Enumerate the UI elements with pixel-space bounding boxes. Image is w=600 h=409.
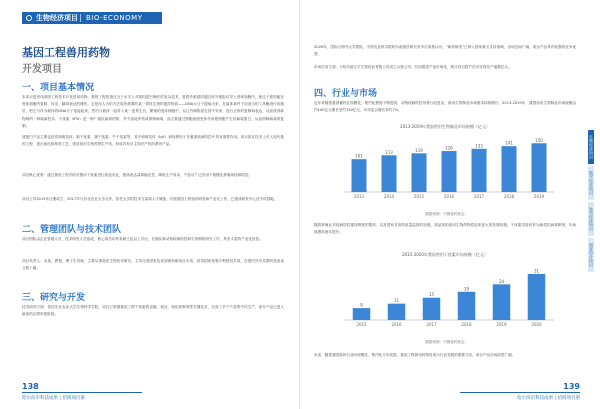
footer-line — [460, 392, 580, 393]
bar — [472, 149, 487, 192]
page-number: 138 — [22, 382, 39, 391]
bar-chart — [330, 132, 560, 202]
bar — [528, 274, 546, 320]
tick-label: 2018 — [461, 322, 472, 327]
section-heading-1: 一、项目基本情况 — [22, 83, 95, 93]
data-label: 141 — [505, 140, 513, 146]
side-tab[interactable]: 生物经济项目 — [588, 130, 594, 164]
bar — [382, 155, 397, 192]
paragraph: 球蛋白产品主要包括鸡卵黄抗体、狗干扰素、猪干扰素、牛干扰素等，其中卵黄抗体（IgY）和转移因子在畜禽疾病防控中具有重要作用。项目拟在技术上引入现代基因工程、蛋白纯化和制剂工艺，建设兽用生物药物生产线，形成具有自主知识产权的系列产品。 — [22, 135, 284, 147]
data-label: 119 — [415, 147, 423, 153]
data-label: 19 — [463, 286, 470, 292]
tick-label: 2017 — [473, 194, 485, 199]
data-label: 113 — [385, 149, 393, 155]
paragraph: 项目团队由企业管理人员、技术研发人员组成，核心成员均具有硕士及以上学历，长期从事动物疫病防控和生物制药研究工作，具有丰富的产业化经验。 — [22, 237, 263, 241]
data-label: 11 — [393, 298, 400, 304]
data-label: 24 — [498, 278, 505, 284]
bar — [458, 292, 476, 320]
bar — [353, 308, 371, 320]
chart-market-size — [330, 124, 560, 214]
page-title: 基因工程兽用药物 — [22, 46, 110, 59]
tick-label: 2017 — [426, 322, 437, 327]
paragraph: 2020年，国际与海外大学团队，中国农业科学院哈尔滨兽医研究所多次高度认可，“新药研发”已纳入国家重点支持领域，市场空间广阔，项目产品具有较强的竞争优势。 — [314, 45, 576, 57]
data-label: 126 — [445, 145, 453, 151]
data-label: 101 — [355, 153, 363, 159]
data-label: 15 — [428, 292, 435, 298]
paragraph: 项目负责人：吴某，教授，博士生导师，主要从事兽医生物技术研究，主持完成国家及省部级科研项目多项，获得国家发明专利授权多项，在国内外学术期刊发表论文数十篇。 — [22, 259, 284, 271]
chart-caption: 数据来源：中国兽药协会 — [425, 340, 465, 344]
header-band — [0, 0, 299, 30]
tick-label: 2019 — [533, 194, 545, 199]
tick-label: 2020 — [531, 322, 542, 327]
side-tab[interactable]: 数字经济项目 — [588, 166, 594, 200]
paragraph: 未来，随着我国兽药行业向规模化、集约化方向发展，基因工程兽用药物将成为行业发展的重要方向，项目产品市场前景广阔。 — [314, 353, 516, 357]
bar — [412, 153, 427, 192]
section-heading-4: 四、行业与市场 — [314, 89, 378, 99]
section-heading-2: 二、管理团队与技术团队 — [22, 225, 122, 235]
paragraph: 市场应用方面：与哈尔滨元宇生物药业有限公司成立合资公司，共同推进产品市场化，预计项目投产后可实现年产值数亿元。 — [314, 65, 512, 69]
tick-label: 2019 — [496, 322, 507, 327]
data-label: 8 — [360, 302, 363, 308]
section-heading-3: 三、研究与开发 — [22, 293, 86, 303]
tick-label: 2013 — [353, 194, 365, 199]
tick-label: 2015 — [413, 194, 425, 199]
chart-caption: 数据来源：中国兽药协会 — [425, 212, 465, 216]
chart-interferon-market — [330, 252, 560, 342]
side-tab[interactable]: 冰雪经济项目 — [588, 202, 594, 236]
tick-label: 2016 — [391, 322, 402, 327]
bar — [532, 143, 547, 192]
paragraph: 近年来随着我国畜牧业规模化、集约化程度不断提高，动物疫病防控形势日趋复杂，兽用生物制品市场需求持续增长。2013-2019年，我国兽用生物制品市场规模由约100亿元增长至约150亿元，年均复合增长率约7%。 — [314, 101, 576, 113]
paragraph: 项目公司2015年注册成立，2017年与东北农业大学合作，依托大学的技术力量和人才储备，开展基因工程兽药研发和产业化工作，已建成研发中心及中试基地。 — [22, 197, 278, 201]
tick-label: 2015 — [356, 322, 367, 327]
bar — [352, 159, 367, 192]
footer-text: 哈尔滨市科技成果 | 招商项目册 — [22, 396, 85, 401]
bar — [423, 298, 441, 320]
bar — [493, 284, 511, 320]
footer-line — [22, 392, 142, 393]
chart-title: 2013-2019年我国兽用生物制品市场规模（亿元） — [400, 124, 490, 129]
tick-label: 2018 — [503, 194, 515, 199]
paragraph: 项目核心优势：通过基因工程手段对猪用干扰素进行改造优化，提高表达量和稳定性，降低生产成本，产品可广泛应用于规模化养殖场疫病防控。 — [22, 173, 252, 177]
chart-title: 2015-2020年我国兽用干扰素市场规模（亿元） — [402, 252, 488, 257]
paragraph: 本项目是采用基因工程技术开发兽用药物。基因工程是指在分子水平上对基因进行操作的复杂技术，是将外源基因通过体外重组后导入受体细胞内，使这个基因能在受体细胞内复制、转录、翻译表达的操作。它是用人为的方法将所需要的某一供体生物的遗传物质——DNA大分子提取出来，在离体条件下用适当的工具酶进行切割后，把它与作为载体的DNA分子连接起来，然后与载体一起导入某一更易生长、繁殖的受体细胞中，以让外源物质在其中安家，进行正常的复制和表达，从而获得新物种的一种崭新技术。干扰素（IFN）是一种广谱抗病毒药物，并不直接杀伤或抑制病毒，而主要通过细胞表面受体作用使细胞产生抗病毒蛋白，从而抑制病毒的复制。 — [22, 95, 284, 128]
page-subtitle: 开发项目 — [22, 64, 62, 75]
side-tabs — [588, 130, 600, 274]
header-separator — [80, 14, 81, 22]
paragraph: 技术研发方面：依托东北农业大学生物科学学院，项目已掌握基因工程干扰素的克隆、表达、纯化和制剂等关键技术，完成了多个产品的中试生产，部分产品已进入新兽药注册申报阶段。 — [22, 305, 284, 317]
header-dot-icon — [26, 15, 32, 21]
paragraph: 随着养殖业对疫病防控重视程度的提高，以及国家对兽药质量监管的加强，高品质的兽用生物药物将迎来更大的发展机遇。干扰素类兽药作为新型抗病毒制剂，市场渗透率逐年提升。 — [314, 223, 576, 235]
right-page — [300, 0, 600, 409]
bar — [502, 146, 517, 192]
data-label: 31 — [533, 268, 540, 274]
tick-label: 2016 — [443, 194, 455, 199]
footer-text: 哈尔滨市科技成果 | 招商项目册 — [517, 396, 580, 401]
header-section-cn: 生物经济项目 — [36, 14, 78, 22]
page-number: 139 — [563, 382, 580, 391]
bar — [442, 151, 457, 192]
side-tab[interactable]: 创意设计项目 — [588, 238, 594, 272]
bar-chart — [330, 260, 560, 330]
tick-label: 2014 — [383, 194, 395, 199]
data-label: 133 — [475, 143, 483, 149]
bar — [388, 304, 406, 320]
data-label: 150 — [535, 137, 543, 143]
header-section-en: BIO-ECONOMY — [86, 14, 143, 22]
